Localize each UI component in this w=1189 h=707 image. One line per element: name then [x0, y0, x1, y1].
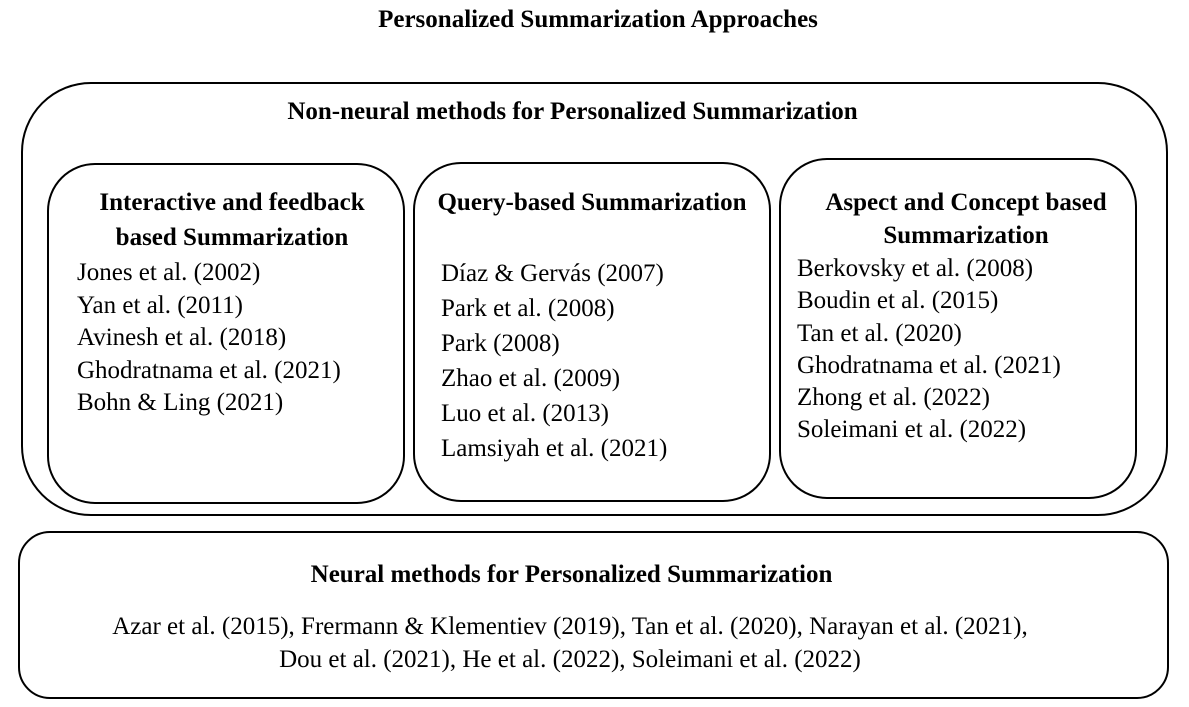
reference-item: Boudin et al. (2015) [797, 287, 999, 315]
reference-item: Zhao et al. (2009) [441, 365, 621, 392]
reference-item: Luo et al. (2013) [441, 400, 610, 427]
interactive-feedback-box [47, 163, 405, 504]
neural-methods-box [18, 531, 1169, 699]
reference-item: Lamsiyah et al. (2021) [441, 435, 668, 462]
reference-item: Bohn & Ling (2021) [77, 389, 284, 416]
query-based-refs [441, 256, 667, 466]
diagram-title: Personalized Summarization Approaches [378, 6, 818, 33]
reference-item: Yan et al. (2011) [77, 291, 243, 319]
reference-item: Zhong et al. (2022) [797, 384, 991, 412]
aspect-concept-box [779, 158, 1137, 499]
neural-refs-line-1: Azar et al. (2015), Frermann & Klementiev (2019), Tan et al. (2020), Narayan et al. (2021), [112, 613, 1028, 640]
aspect-concept-heading: Aspect and Concept based Summarization [825, 189, 1107, 249]
aspect-concept-refs [797, 253, 1061, 447]
non-neural-methods-heading: Non-neural methods for Personalized Summarization [287, 98, 858, 125]
reference-item: Díaz & Gervás (2007) [441, 260, 664, 287]
reference-item: Soleimani et al. (2022) [797, 416, 1027, 444]
reference-item: Tan et al. (2020) [797, 319, 962, 347]
query-based-box [413, 162, 771, 502]
neural-refs-line-2: Dou et al. (2021), He et al. (2022), Soleimani et al. (2022) [279, 645, 861, 673]
reference-item: Park et al. (2008) [441, 295, 615, 322]
interactive-feedback-heading: Interactive and feedback based Summarization [99, 189, 365, 251]
reference-item: Ghodratnama et al. (2021) [797, 351, 1061, 379]
reference-item: Avinesh et al. (2018) [77, 324, 287, 351]
reference-item: Park (2008) [441, 330, 560, 357]
interactive-feedback-refs [77, 257, 341, 420]
reference-item: Ghodratnama et al. (2021) [77, 356, 341, 384]
reference-item: Jones et al. (2002) [77, 259, 261, 286]
neural-methods-heading: Neural methods for Personalized Summarization [310, 561, 833, 588]
query-based-heading: Query-based Summarization [437, 189, 747, 216]
reference-item: Berkovsky et al. (2008) [797, 255, 1034, 282]
neural-methods-refs [20, 611, 1120, 676]
